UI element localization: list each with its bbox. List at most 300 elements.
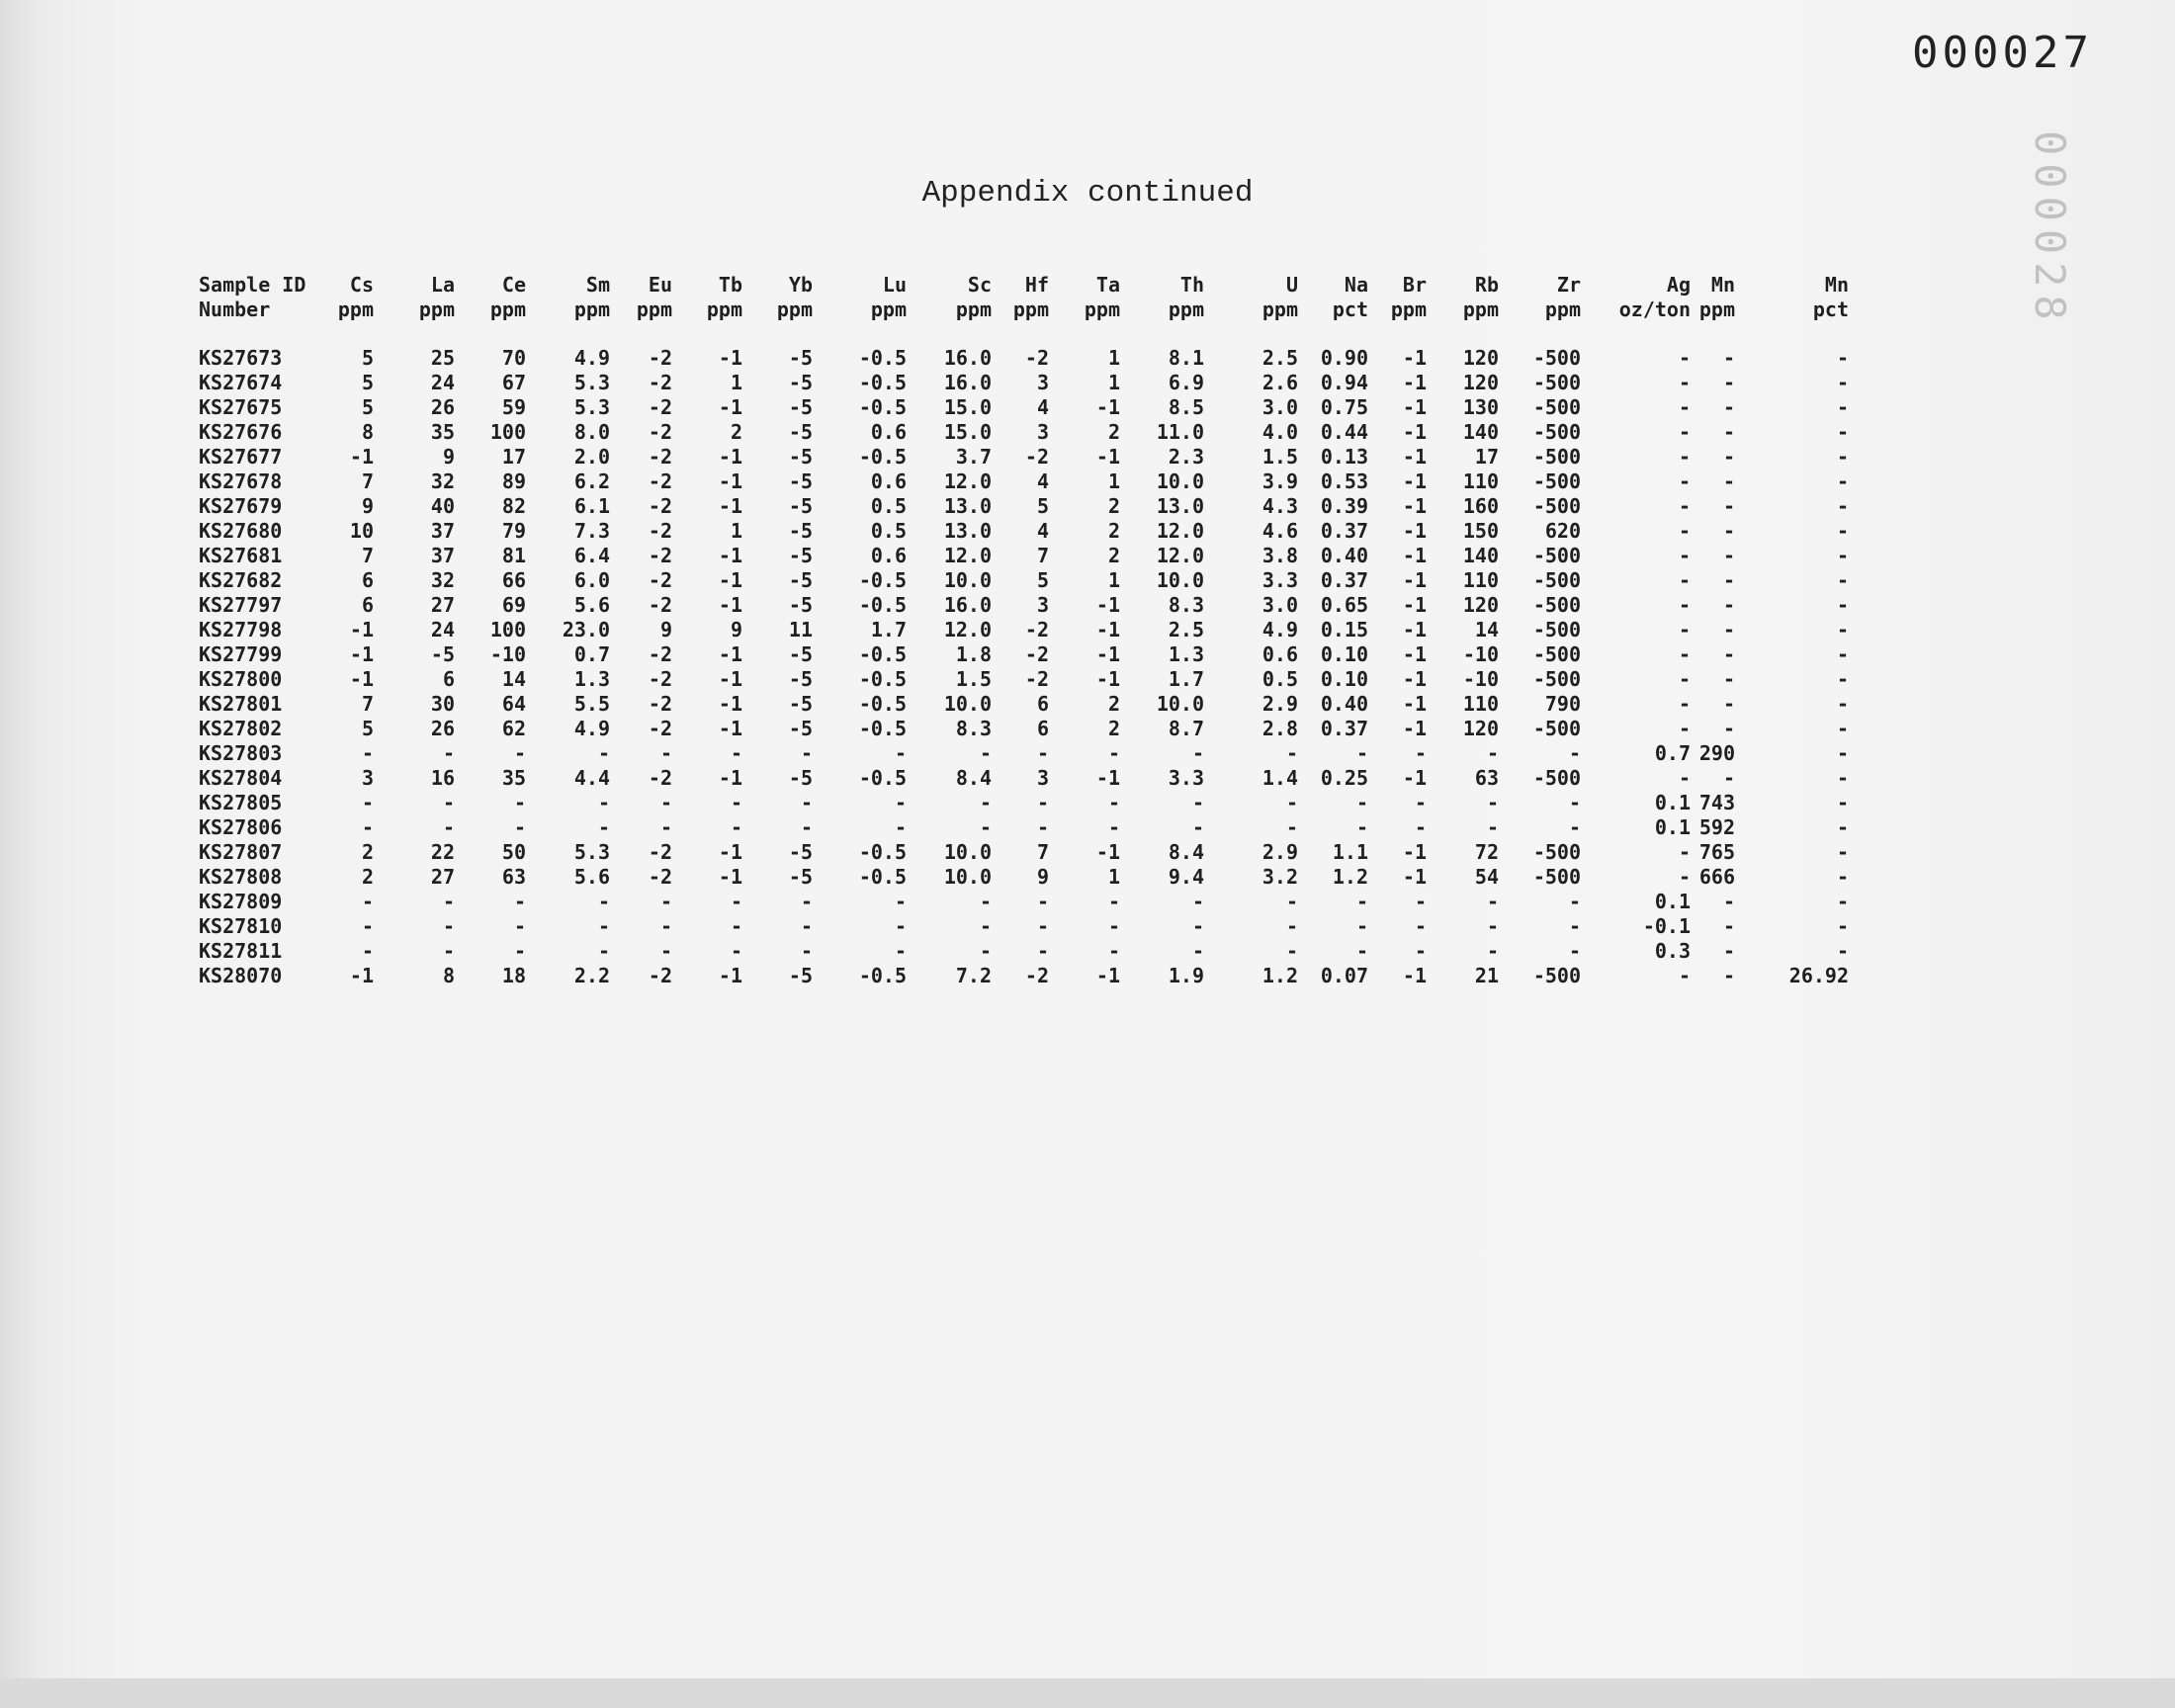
table-cell: 790	[1544, 692, 1581, 716]
table-cell: -	[513, 791, 526, 814]
table-cell: -2	[648, 519, 672, 543]
table-cell: 9	[361, 494, 374, 518]
table-cell: 5.6	[573, 593, 610, 617]
table-cell: 8.3	[1168, 593, 1204, 617]
table-cell: 2	[361, 865, 374, 889]
table-cell: -1	[718, 766, 742, 790]
table-cell: -	[1836, 741, 1849, 765]
table-cell: 0.94	[1320, 371, 1368, 394]
table-cell: -	[442, 890, 455, 913]
table-cell: -	[1191, 791, 1204, 814]
table-cell: 130	[1462, 395, 1499, 419]
table-cell: -	[1191, 914, 1204, 938]
table-cell: 14	[501, 667, 526, 691]
table-cell: -	[1107, 890, 1120, 913]
table-cell: -500	[1532, 593, 1581, 617]
table-cell: 0.10	[1320, 667, 1368, 691]
table-cell: 79	[501, 519, 526, 543]
table-cell: -	[1722, 692, 1735, 716]
sample-id-cell: KS28070	[199, 964, 283, 987]
column-header-name: Ag	[1666, 273, 1691, 297]
table-cell: 1.8	[955, 642, 992, 666]
table-cell: -	[1836, 420, 1849, 444]
table-cell: 30	[430, 692, 455, 716]
table-cell: 7.2	[955, 964, 992, 987]
table-cell: 9	[659, 618, 672, 641]
table-cell: 62	[501, 717, 526, 740]
table-cell: -1	[1095, 840, 1120, 864]
table-cell: -5	[788, 445, 813, 469]
table-cell: 63	[1474, 766, 1499, 790]
table-cell: 5.3	[573, 395, 610, 419]
table-cell: -	[1036, 939, 1049, 963]
table-cell: -0.5	[858, 865, 907, 889]
table-cell: -	[730, 939, 742, 963]
table-cell: -2	[648, 642, 672, 666]
table-cell: 0.65	[1320, 593, 1368, 617]
table-cell: 290	[1698, 741, 1735, 765]
table-cell: 8.3	[955, 717, 992, 740]
column-header-name: Br	[1402, 273, 1427, 297]
table-cell: -	[442, 791, 455, 814]
table-cell: -	[1414, 939, 1427, 963]
column-header-name: Sample ID	[199, 273, 306, 297]
table-cell: -	[1722, 642, 1735, 666]
table-cell: -1	[349, 445, 374, 469]
table-cell: 27	[430, 593, 455, 617]
table-cell: -	[1678, 519, 1691, 543]
table-cell: -	[1486, 914, 1499, 938]
table-cell: 1.1	[1332, 840, 1368, 864]
sample-id-cell: KS27811	[199, 939, 283, 963]
table-cell: 2	[730, 420, 742, 444]
table-cell: 2.0	[573, 445, 610, 469]
table-cell: 8	[442, 964, 455, 987]
table-cell: 11	[788, 618, 813, 641]
table-cell: 59	[501, 395, 526, 419]
table-cell: 4	[1036, 519, 1049, 543]
table-cell: -	[442, 815, 455, 839]
table-cell: -	[1722, 519, 1735, 543]
table-cell: 3.3	[1262, 568, 1298, 592]
table-cell: 3.3	[1168, 766, 1204, 790]
table-cell: -	[1836, 717, 1849, 740]
table-cell: -1	[718, 642, 742, 666]
column-header-name: Lu	[882, 273, 907, 297]
table-cell: 5	[1036, 568, 1049, 592]
table-cell: 10.0	[1156, 568, 1204, 592]
table-cell: -1	[349, 642, 374, 666]
table-cell: -	[1722, 964, 1735, 987]
table-cell: -2	[648, 420, 672, 444]
table-cell: -	[1722, 914, 1735, 938]
table-cell: -0.1	[1642, 914, 1691, 938]
table-cell: -500	[1532, 865, 1581, 889]
sample-id-cell: KS27806	[199, 815, 283, 839]
table-cell: 72	[1474, 840, 1499, 864]
table-cell: 9	[730, 618, 742, 641]
table-cell: 10.0	[943, 865, 992, 889]
table-cell: 64	[501, 692, 526, 716]
table-cell: 2.9	[1262, 840, 1298, 864]
table-cell: -1	[1402, 642, 1427, 666]
table-cell: 592	[1698, 815, 1735, 839]
table-cell: 9	[1036, 865, 1049, 889]
table-cell: 6	[1036, 717, 1049, 740]
table-cell: -	[1722, 470, 1735, 493]
table-cell: -1	[1402, 494, 1427, 518]
table-cell: -	[1678, 420, 1691, 444]
table-cell: -	[1836, 371, 1849, 394]
table-cell: -1	[1095, 964, 1120, 987]
table-cell: -	[1722, 717, 1735, 740]
table-cell: 5.3	[573, 371, 610, 394]
table-cell: -	[1836, 791, 1849, 814]
table-cell: -0.5	[858, 371, 907, 394]
table-cell: 10.0	[943, 840, 992, 864]
table-cell: 26	[430, 717, 455, 740]
table-cell: -0.5	[858, 593, 907, 617]
table-cell: 6.4	[573, 544, 610, 567]
table-cell: 120	[1462, 371, 1499, 394]
table-cell: 1	[730, 519, 742, 543]
table-cell: -	[1678, 717, 1691, 740]
table-cell: -	[1414, 741, 1427, 765]
table-cell: -1	[1402, 470, 1427, 493]
table-cell: 8.0	[573, 420, 610, 444]
column-header-name: Hf	[1024, 273, 1049, 297]
table-cell: 81	[501, 544, 526, 567]
sample-id-cell: KS27674	[199, 371, 283, 394]
table-cell: -500	[1532, 371, 1581, 394]
table-cell: 6.9	[1168, 371, 1204, 394]
table-cell: -1	[718, 445, 742, 469]
table-cell: -5	[788, 568, 813, 592]
column-header-unit: Number	[199, 298, 271, 321]
table-cell: 15.0	[943, 395, 992, 419]
table-cell: 24	[430, 371, 455, 394]
table-cell: -1	[718, 865, 742, 889]
table-cell: -0.5	[858, 395, 907, 419]
table-cell: 14	[1474, 618, 1499, 641]
table-cell: 4.6	[1262, 519, 1298, 543]
table-cell: -	[730, 815, 742, 839]
table-cell: -	[1678, 445, 1691, 469]
table-cell: -	[1036, 741, 1049, 765]
table-cell: -	[1285, 914, 1298, 938]
table-cell: -	[1722, 420, 1735, 444]
table-cell: -	[1191, 815, 1204, 839]
table-cell: -1	[718, 667, 742, 691]
sample-id-cell: KS27798	[199, 618, 283, 641]
table-cell: -	[1836, 914, 1849, 938]
sample-id-cell: KS27676	[199, 420, 283, 444]
column-header-unit: ppm	[489, 298, 526, 321]
table-cell: 7	[361, 544, 374, 567]
table-cell: 0.6	[870, 420, 907, 444]
table-cell: 110	[1462, 568, 1499, 592]
table-cell: -	[597, 939, 610, 963]
table-cell: -	[513, 815, 526, 839]
table-cell: 3.8	[1262, 544, 1298, 567]
table-cell: -	[1568, 890, 1581, 913]
column-header-unit: ppm	[1462, 298, 1499, 321]
table-cell: -500	[1532, 964, 1581, 987]
table-cell: -	[1678, 346, 1691, 370]
table-cell: -500	[1532, 494, 1581, 518]
table-cell: 8.4	[955, 766, 992, 790]
table-cell: -1	[718, 692, 742, 716]
table-cell: -	[361, 815, 374, 839]
table-cell: -	[1355, 914, 1368, 938]
table-cell: -	[1678, 642, 1691, 666]
column-header-name: Tb	[718, 273, 742, 297]
table-cell: -	[1191, 741, 1204, 765]
table-cell: -	[800, 791, 813, 814]
sample-id-cell: KS27801	[199, 692, 283, 716]
table-cell: 0.40	[1320, 692, 1368, 716]
table-cell: -	[361, 741, 374, 765]
column-header-unit: ppm	[636, 298, 672, 321]
table-cell: 13.0	[943, 494, 992, 518]
table-cell: 25	[430, 346, 455, 370]
table-cell: 1.2	[1262, 964, 1298, 987]
table-cell: 35	[501, 766, 526, 790]
table-cell: 765	[1698, 840, 1735, 864]
table-cell: -5	[788, 420, 813, 444]
table-cell: 2.8	[1262, 717, 1298, 740]
table-cell: -5	[788, 371, 813, 394]
table-cell: -1	[718, 346, 742, 370]
table-cell: -	[730, 914, 742, 938]
table-cell: 5	[361, 371, 374, 394]
table-cell: 1	[730, 371, 742, 394]
sample-id-cell: KS27797	[199, 593, 283, 617]
table-cell: -	[800, 815, 813, 839]
table-cell: 22	[430, 840, 455, 864]
table-cell: 63	[501, 865, 526, 889]
sample-id-cell: KS27808	[199, 865, 283, 889]
table-cell: -2	[648, 371, 672, 394]
table-cell: 3	[1036, 420, 1049, 444]
table-cell: -500	[1532, 717, 1581, 740]
table-cell: 7	[361, 692, 374, 716]
table-cell: 69	[501, 593, 526, 617]
table-cell: 10.0	[1156, 692, 1204, 716]
table-cell: 5.6	[573, 865, 610, 889]
table-cell: 26.92	[1788, 964, 1849, 987]
table-cell: -1	[1402, 717, 1427, 740]
table-cell: 0.25	[1320, 766, 1368, 790]
table-cell: -	[1836, 692, 1849, 716]
table-cell: -	[1107, 815, 1120, 839]
table-cell: -	[800, 914, 813, 938]
table-cell: 8.7	[1168, 717, 1204, 740]
table-cell: 0.53	[1320, 470, 1368, 493]
table-cell: 4.9	[573, 346, 610, 370]
table-cell: 67	[501, 371, 526, 394]
table-cell: 0.1	[1654, 791, 1691, 814]
table-cell: 0.1	[1654, 890, 1691, 913]
table-cell: 50	[501, 840, 526, 864]
column-header-unit: ppm	[1262, 298, 1298, 321]
table-cell: 9.4	[1168, 865, 1204, 889]
table-cell: -	[1568, 939, 1581, 963]
table-cell: -1	[718, 568, 742, 592]
table-cell: 0.40	[1320, 544, 1368, 567]
table-cell: -	[1836, 667, 1849, 691]
table-cell: 4	[1036, 470, 1049, 493]
table-cell: -5	[788, 692, 813, 716]
sample-id-cell: KS27807	[199, 840, 283, 864]
table-cell: -2	[648, 593, 672, 617]
table-cell: 3.7	[955, 445, 992, 469]
table-cell: -1	[1095, 395, 1120, 419]
table-cell: -	[1836, 840, 1849, 864]
table-cell: 7	[361, 470, 374, 493]
table-cell: 89	[501, 470, 526, 493]
table-cell: -	[1568, 914, 1581, 938]
table-cell: -2	[648, 346, 672, 370]
table-cell: 2	[1107, 544, 1120, 567]
table-cell: 2	[1107, 692, 1120, 716]
table-cell: -	[1836, 568, 1849, 592]
table-cell: -	[1722, 494, 1735, 518]
table-cell: 10.0	[943, 568, 992, 592]
table-cell: -1	[1402, 618, 1427, 641]
table-cell: -1	[718, 395, 742, 419]
table-cell: -	[1836, 346, 1849, 370]
table-cell: -0.5	[858, 568, 907, 592]
table-cell: -5	[788, 494, 813, 518]
table-cell: 120	[1462, 717, 1499, 740]
table-cell: 0.37	[1320, 568, 1368, 592]
table-cell: -	[361, 939, 374, 963]
table-cell: 8.4	[1168, 840, 1204, 864]
table-cell: -	[442, 741, 455, 765]
table-cell: 24	[430, 618, 455, 641]
sample-id-cell: KS27802	[199, 717, 283, 740]
table-cell: 0.15	[1320, 618, 1368, 641]
table-cell: 11.0	[1156, 420, 1204, 444]
column-header-unit: ppm	[337, 298, 374, 321]
table-cell: -	[979, 815, 992, 839]
table-cell: -2	[648, 445, 672, 469]
table-cell: -2	[648, 494, 672, 518]
table-cell: 1	[1107, 371, 1120, 394]
table-cell: -	[1486, 741, 1499, 765]
table-cell: 140	[1462, 420, 1499, 444]
table-cell: -5	[788, 544, 813, 567]
table-cell: -2	[648, 395, 672, 419]
sample-id-cell: KS27679	[199, 494, 283, 518]
table-cell: -1	[718, 494, 742, 518]
table-cell: -	[1107, 741, 1120, 765]
table-cell: 10	[349, 519, 374, 543]
table-cell: -	[1036, 791, 1049, 814]
table-cell: -10	[489, 642, 526, 666]
table-cell: -5	[788, 717, 813, 740]
sample-id-cell: KS27799	[199, 642, 283, 666]
table-cell: 4.4	[573, 766, 610, 790]
table-cell: 0.6	[1262, 642, 1298, 666]
table-cell: -	[1486, 939, 1499, 963]
table-cell: 160	[1462, 494, 1499, 518]
table-cell: 17	[501, 445, 526, 469]
table-cell: 15.0	[943, 420, 992, 444]
table-cell: -	[597, 890, 610, 913]
table-cell: -	[361, 914, 374, 938]
table-cell: 1.2	[1332, 865, 1368, 889]
table-cell: -	[1355, 815, 1368, 839]
table-cell: 1.3	[573, 667, 610, 691]
column-header-name: Mn	[1710, 273, 1735, 297]
column-header-unit: ppm	[1390, 298, 1427, 321]
table-cell: -1	[1402, 420, 1427, 444]
table-cell: 13.0	[943, 519, 992, 543]
table-cell: -2	[1024, 667, 1049, 691]
table-cell: -	[1355, 890, 1368, 913]
table-cell: 0.7	[1654, 741, 1691, 765]
table-cell: -	[1107, 939, 1120, 963]
table-cell: 0.13	[1320, 445, 1368, 469]
table-cell: -	[730, 741, 742, 765]
table-cell: -	[1722, 371, 1735, 394]
table-cell: -1	[1095, 618, 1120, 641]
column-header-unit: ppm	[870, 298, 907, 321]
table-cell: -	[659, 815, 672, 839]
table-cell: -	[1486, 791, 1499, 814]
sample-id-cell: KS27805	[199, 791, 283, 814]
sample-id-cell: KS27681	[199, 544, 283, 567]
table-cell: -2	[648, 667, 672, 691]
table-cell: 1	[1107, 865, 1120, 889]
table-cell: 6.1	[573, 494, 610, 518]
table-cell: -	[1678, 865, 1691, 889]
table-cell: -2	[1024, 642, 1049, 666]
table-cell: -5	[788, 470, 813, 493]
table-cell: -	[1836, 865, 1849, 889]
column-header-name: U	[1285, 273, 1298, 297]
table-cell: 40	[430, 494, 455, 518]
table-cell: -0.5	[858, 964, 907, 987]
column-header-unit: ppm	[955, 298, 992, 321]
table-cell: 120	[1462, 346, 1499, 370]
table-cell: 27	[430, 865, 455, 889]
table-cell: 66	[501, 568, 526, 592]
table-cell: -	[442, 939, 455, 963]
table-cell: 2.5	[1262, 346, 1298, 370]
table-cell: 0.5	[1262, 667, 1298, 691]
table-cell: -	[800, 741, 813, 765]
table-cell: -2	[1024, 964, 1049, 987]
table-cell: 2	[1107, 494, 1120, 518]
table-cell: -	[1836, 815, 1849, 839]
table-cell: 12.0	[943, 470, 992, 493]
table-cell: 666	[1698, 865, 1735, 889]
table-cell: 1.5	[955, 667, 992, 691]
table-cell: 6.2	[573, 470, 610, 493]
sample-id-cell: KS27810	[199, 914, 283, 938]
table-cell: 4.9	[1262, 618, 1298, 641]
table-cell: -	[730, 890, 742, 913]
table-cell: -	[1285, 741, 1298, 765]
table-cell: -	[800, 890, 813, 913]
table-cell: 620	[1544, 519, 1581, 543]
table-cell: 1.7	[870, 618, 907, 641]
sample-id-cell: KS27804	[199, 766, 283, 790]
table-cell: 10.0	[943, 692, 992, 716]
